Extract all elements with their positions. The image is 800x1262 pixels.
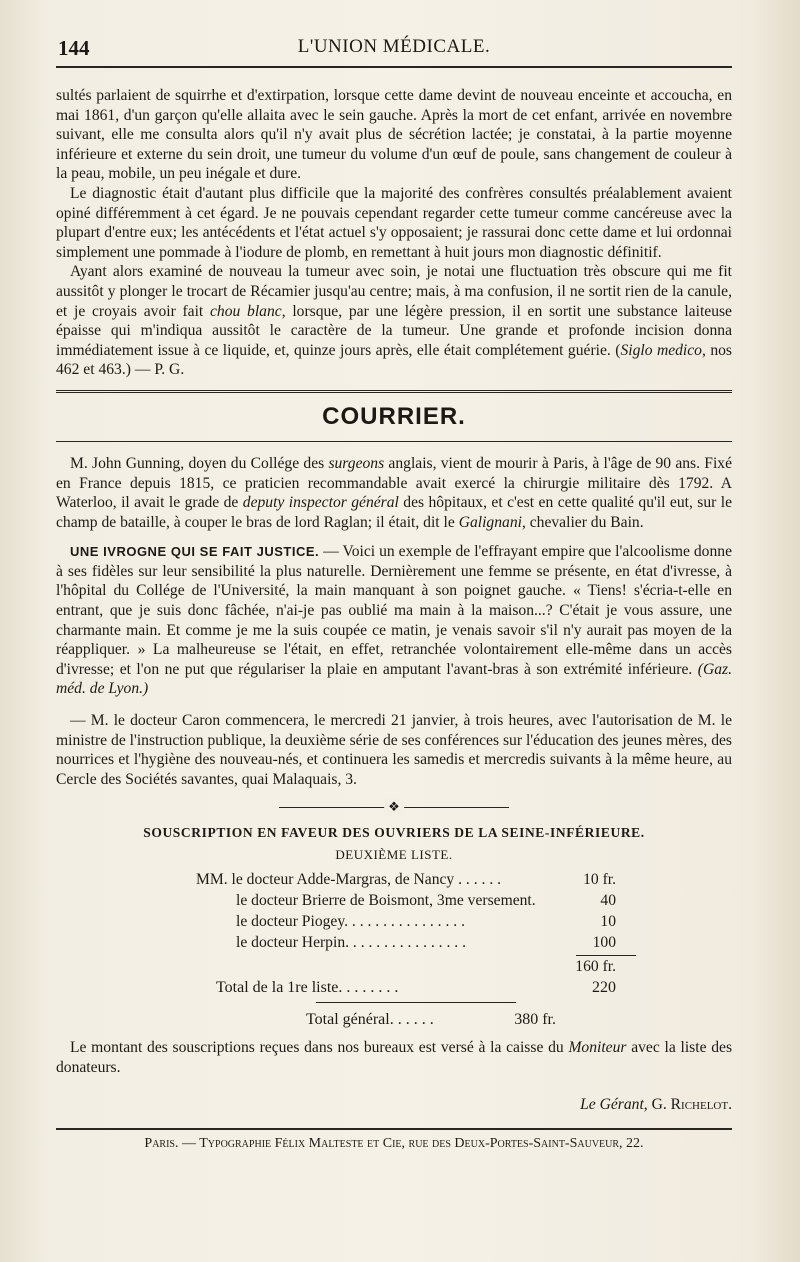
subtotal-row xyxy=(196,956,616,977)
grand-total-label: Total général. . . . . . xyxy=(306,1011,434,1029)
subscription-list-label: DEUXIÈME LISTE. xyxy=(335,847,453,863)
first-list-row xyxy=(216,977,616,998)
courrier-title: COURRIER. xyxy=(322,402,466,430)
article-paragraph-1: sultés parlaient de squirrhe et d'extirpation, lorsque cette dame devint de nouveau enceinte et accoucha, en mai 1861, d'un garçon qu'elle allaita avec le sein gauche. Après la mort de cet enfant, arrivée en novembre suivant, elle me consulta alors qu'il n'y avait plus de sécrétion lactée; je constatai, à la partie moyenne inférieure et externe du sein droit, une tumeur du volume d'un œuf de poule, sans changement de couleur à la peau, mobile, un peu inégale et dure. xyxy=(56,87,732,183)
donor-row: MM. le docteur Adde-Margras, de Nancy . . . . . . 10 fr. xyxy=(196,871,616,889)
article-paragraph-2: Le diagnostic était d'autant plus difficile que la majorité des confrères consultés préalablement avaient opiné différemment à cet égard. Je ne pouvais cependant regarder cette tumeur comme cancéreuse avec la plupart d'entre eux; les antécédents et l'état actuel s'y opposaient; je rassurai donc cette dame et lui ordonnai simplement une pommade à l'iodure de plomb, en remettant à huit jours mon diagnostic définitif. xyxy=(56,184,732,261)
donor-table xyxy=(196,869,616,977)
first-list-amount: 220 xyxy=(592,979,616,997)
printer-footer xyxy=(56,1128,732,1152)
ornament-divider: ❖ xyxy=(279,803,509,813)
grand-total-rule xyxy=(316,1002,516,1003)
subscription-title: SOUSCRIPTION EN FAVEUR DES OUVRIERS DE LA SEINE-INFÉRIEURE. xyxy=(143,825,645,841)
donor-row: le docteur Herpin. . . . . . . . . . . . . . . . 100 xyxy=(236,934,616,952)
subscription-note: Le montant des souscriptions reçues dans nos bureaux est versé à la caisse du Moniteur avec la liste des donateurs. xyxy=(56,1039,733,1076)
caron-paragraph: — M. le docteur Caron commencera, le mercredi 21 janvier, à trois heures, avec l'autorisation de M. le ministre de l'instruction publique, la deuxième série de ses conférences sur l'éducation des jeunes mères, des nourrices et l'hygiène des nouveau-nés, et continuera les samedis et mercredis suivants à la même heure, au Cercle des Sociétés savantes, quai Malaquais, 3. xyxy=(56,712,732,788)
manager-name: G. Richelot. xyxy=(651,1095,732,1113)
journal-title: L'UNION MÉDICALE. xyxy=(297,36,491,57)
gunning-paragraph: M. John Gunning, doyen du Collége des surgeons anglais, vient de mourir à Paris, à l'âge de 90 ans. Fixé en France depuis 1815, ce praticien recommandable avait exercé la chirurgie militaire dès 1792. A Waterloo, il avait le grade de deputy inspector général des hôpitaux, et c'est en cette qualité qu'il eut, sur le champ de bataille, à couper le bras de lord Raglan; il était, dit le Galignani, chevalier du Bain. xyxy=(56,454,733,531)
manager-role: Le Gérant, xyxy=(580,1095,648,1113)
page-content xyxy=(56,30,732,1152)
section-divider xyxy=(56,390,732,393)
donor-row: le docteur Brierre de Boismont, 3me versement. 40 xyxy=(236,892,616,910)
subtotal-amount: 160 fr. xyxy=(575,958,616,976)
printer-imprint: Paris. — Typographie Félix Malteste et Cie, rue des Deux-Portes-Saint-Sauveur, 22. xyxy=(144,1135,644,1151)
first-list-label: Total de la 1re liste. . . . . . . . xyxy=(216,979,399,997)
manager-signature xyxy=(56,1096,732,1114)
grand-total-row xyxy=(306,1009,556,1030)
grand-total-amount: 380 fr. xyxy=(514,1011,556,1029)
page-header xyxy=(56,30,732,68)
donor-row: le docteur Piogey. . . . . . . . . . . . . . . . 10 xyxy=(236,913,616,931)
ivrogne-heading: UNE IVROGNE QUI SE FAIT JUSTICE. xyxy=(70,544,320,560)
article-paragraph-3: Ayant alors examiné de nouveau la tumeur avec soin, je notai une fluctuation très obscure qui me fit aussitôt y plonger le trocart de Récamier jusqu'au centre; mais, à ma confusion, il ne sortit rien de la canule, et je croyais avoir fait chou blanc, lorsque, par une légère pression, il en sortit une substance laiteuse épaisse qui m'indiqua aussitôt le caractère de la tumeur. Une grande et profonde incision donna immédiatement issue à ce liquide, et, quinze jours après, elle était complétement guérie. (Siglo medico, nos 462 et 463.) — P. G. xyxy=(56,263,732,379)
ivrogne-paragraph: UNE IVROGNE QUI SE FAIT JUSTICE. — Voici un exemple de l'effrayant empire que l'alcoolisme donne à ses fidèles sur leur sensibilité la plus naturelle. Dernièrement une femme se présente, en état d'ivresse, à l'hôpital du Collége de l'Université, la main manquant à son poignet gauche. « Tiens! s'écria-t-elle en entrant, que je suis donc fâchée, n'ai-je pas oublié ma main à la maison...? C'était je vous assure, une charmante main. Et comme je me la suis coupée ce matin, je venais savoir s'il n'y aurait pas moyen de la réappliquer. » La malheureuse se l'était, en effet, retranchée volontairement elle-même dans un accès d'ivresse; et l'on ne put que régulariser la plaie en amputant l'avant-bras à son extrémité inférieure. (Gaz. méd. de Lyon.) xyxy=(56,543,732,698)
courrier-rule xyxy=(56,441,732,442)
page-number: 144 xyxy=(58,36,90,60)
